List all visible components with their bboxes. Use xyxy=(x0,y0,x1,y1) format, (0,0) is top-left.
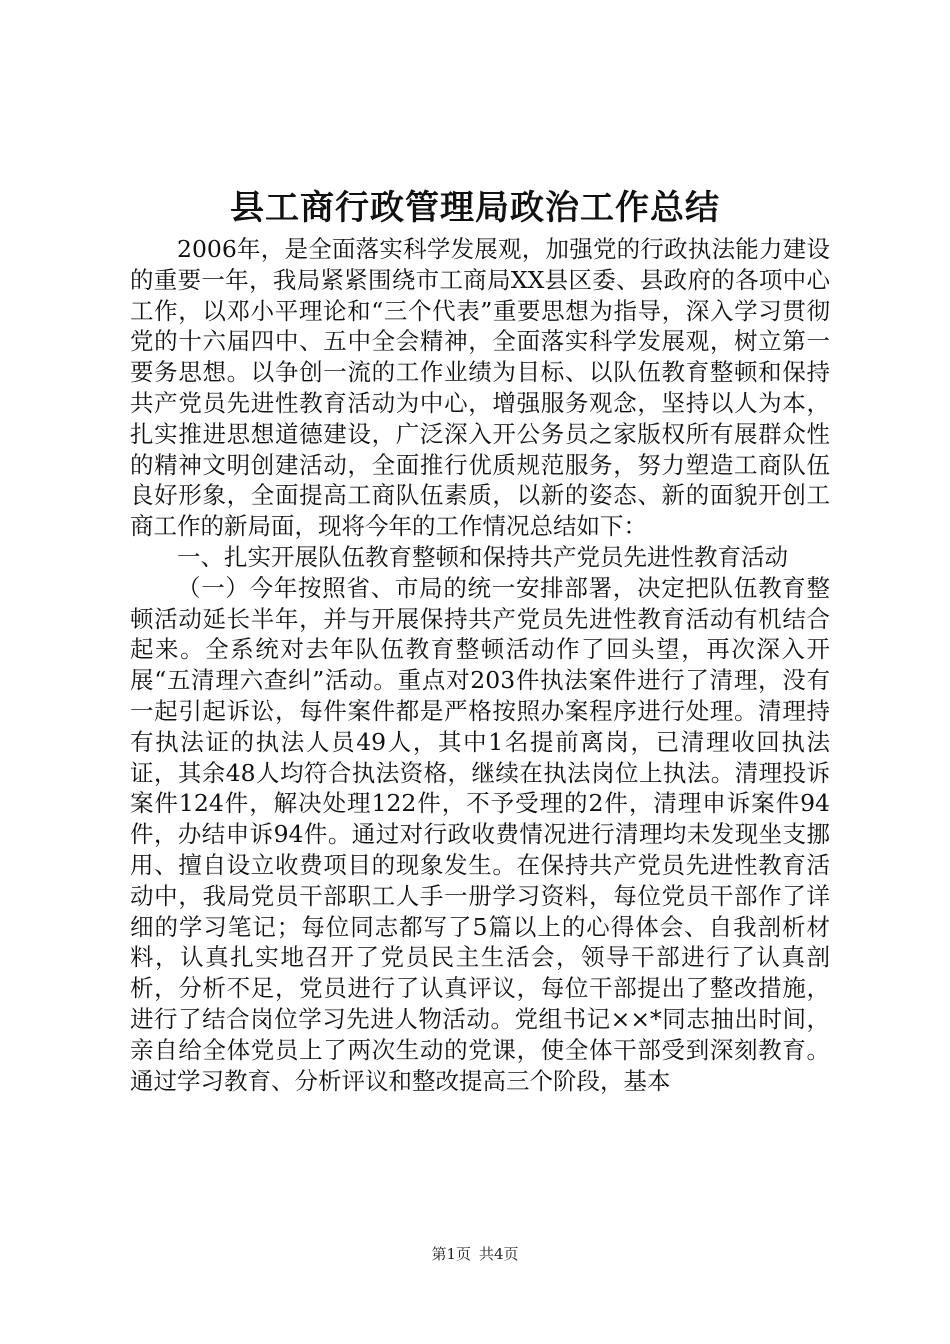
document-body xyxy=(130,234,830,1096)
document-title: 县工商行政管理局政治工作总结 xyxy=(230,188,720,228)
body-paragraph-intro: 2006年，是全面落实科学发展观，加强党的行政执法能力建设的重要一年，我局紧紧围绕市工商局XX县区委、县政府的各项中心工作，以邓小平理论和“三个代表”重要思想为指导，深入学习贯彻党的十六届四中、五中全会精神，全面落实科学发展观，树立第一要务思想。以争创一流的工作业绩为目标、以队伍教育整顿和保持共产党员先进性教育活动为中心，增强服务观念，坚持以人为本，扎实推进思想道德建设，广泛深入开公务员之家版权所有展群众性的精神文明创建活动，全面推行优质规范服务，努力塑造工商队伍良好形象，全面提高工商队伍素质，以新的姿态、新的面貌开创工商工作的新局面，现将今年的工作情况总结如下： xyxy=(130,235,830,541)
page-footer xyxy=(0,1244,950,1264)
page-number-total: 共4页 xyxy=(479,1245,519,1263)
body-paragraph-subsection-1: （一）今年按照省、市局的统一安排部署，决定把队伍教育整顿活动延长半年，并与开展保持共产党员先进性教育活动有机结合起来。全系统对去年队伍教育整顿活动作了回头望，再次深入开展“五清理六查纠”活动。重点对203件执法案件进行了清理，没有一起引起诉讼，每件案件都是严格按照办案程序进行处理。清理持有执法证的执法人员49人，其中1名提前离岗，已清理收回执法证，其余48人均符合执法资格，继续在执法岗位上执法。清理投诉案件124件，解决处理122件，不予受理的2件，清理申诉案件94件，办结申诉94件。通过对行政收费情况进行清理均未发现坐支挪用、擅自设立收费项目的现象发生。在保持共产党员先进性教育活动中，我局党员干部职工人手一册学习资料，每位党员干部作了详细的学习笔记；每位同志都写了5篇以上的心得体会、自我剖析材料，认真扎实地召开了党员民主生活会，领导干部进行了认真剖析，分析不足，党员进行了认真评议，每位干部提出了整改措施，进行了结合岗位学习先进人物活动。党组书记××*同志抽出时间，亲自给全体党员上了两次生动的党课，使全体干部受到深刻教育。通过学习教育、分析评议和整改提高三个阶段，基本 xyxy=(130,573,830,1095)
section-heading-1: 一、扎实开展队伍教育整顿和保持共产党员先进性教育活动 xyxy=(177,542,788,571)
page-number-current: 第1页 xyxy=(431,1245,471,1263)
